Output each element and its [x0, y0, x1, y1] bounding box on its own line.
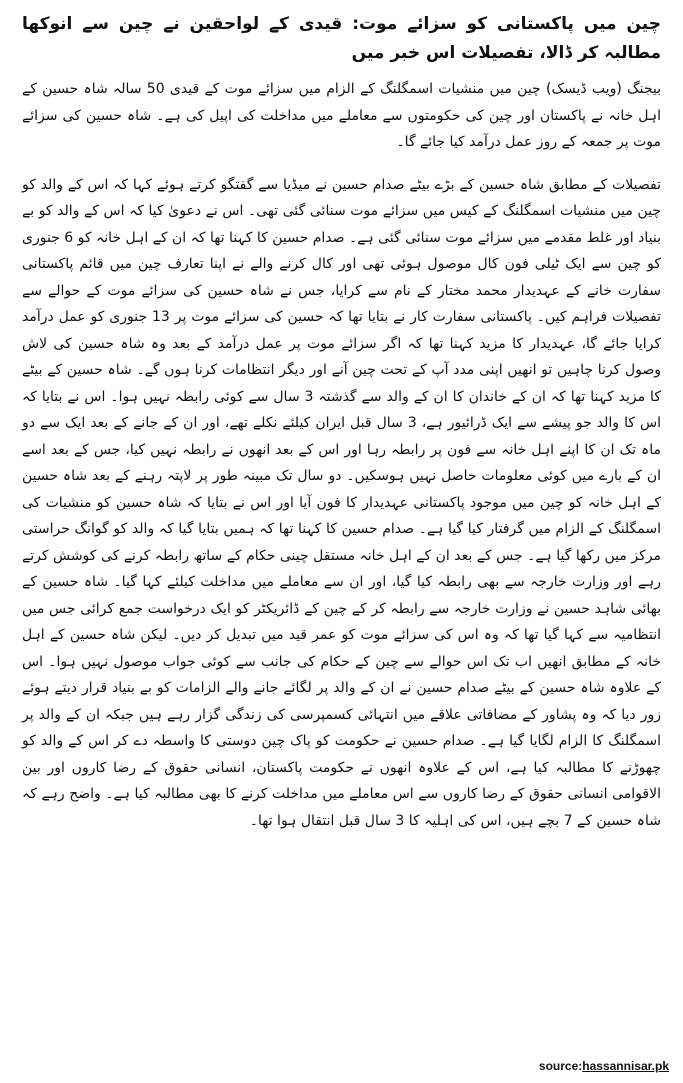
article-lead-paragraph: بیجنگ (ویب ڈیسک) چین میں منشیات اسمگلنگ کے الزام میں سزائے موت کے قیدی 50 سالہ شاہ حسین کے اہل خانہ نے پاکستان اور چین کی حکومتوں سے معاملے میں مداخلت کی اپیل کی ہے۔ شاہ حسین کی سزائے موت پر جمعہ کے روز عمل درآمد کیا جائے گا۔ [22, 81, 662, 150]
source-credit [539, 1059, 669, 1073]
source-site-link[interactable]: hassannisar.pk [582, 1059, 669, 1073]
source-prefix: source: [538, 1059, 583, 1073]
article-body-paragraph: تفصیلات کے مطابق شاہ حسین کے بڑے بیٹے صدام حسین نے میڈیا سے گفتگو کرتے ہوئے کہا کہ اس کے والد کو چین میں منشیات اسمگلنگ کے کیس میں سزائے موت سنائی گئی تھی۔ اس نے دعویٰ کیا کہ اس کے والد کو بے بنیاد اور غلط مقدمے میں سزائے موت سنائی گئی ہے۔ صدام حسین کا کہنا تھا کہ ان کے اہل خانہ کو 6 جنوری کو چین سے ایک ٹیلی فون کال موصول ہوئی تھی اور کال کرنے والے نے اپنا تعارف چین میں قائم پاکستانی سفارت خانے کے عہدیدار محمد مختار کے نام سے کرایا، جس نے شاہ حسین کی سزائے موت کے حوالے سے تفصیلات فراہم کیں۔ پاکستانی سفارت کار نے بتایا تھا کہ حسین کی سزائے موت پر 13 جنوری کو عمل درآمد کرایا جائے گا، عہدیدار کا مزید کہنا تھا کہ اگر سزائے موت پر عمل درآمد کے بعد وہ شاہ حسین کی لاش وصول کرنا چاہیں تو انھیں اپنی مدد آپ کے تحت چین آنے اور دیگر انتظامات کرنا ہوں گے۔ شاہ حسین کے بیٹے کا مزید کہنا تھا کہ ان کے خاندان کا ان کے والد سے گذشتہ 3 سال سے کوئی رابطہ نہیں ہوا۔ اس نے بتایا کہ اس کا والد جو پیشے سے ایک ڈرائیور ہے، 3 سال قبل ایران کیلئے نکلے تھے، اور ان کے جانے کے بعد ایک سے دو ماہ تک ان کا اپنے اہل خانہ سے فون پر رابطہ رہا اور اس کے بعد انھوں نے رابطہ نہیں کیا، جس کے بعد اسے ان کے بارے میں کوئی معلومات حاصل نہیں ہوسکیں۔ دو سال تک مبینہ طور پر لاپتہ رہنے کے بعد شاہ حسین کے اہل خانہ کو چین میں موجود پاکستانی عہدیدار کا فون آیا اور اس نے بتایا کہ شاہ حسین کو منشیات کی اسمگلنگ کے الزام میں گرفتار کیا گیا ہے۔ صدام حسین کا کہنا تھا کہ ہمیں بتایا گیا کہ والد کو گوانگ حراستی مرکز میں رکھا گیا ہے۔ جس کے بعد ان کے اہل خانہ مستقل چینی حکام کے ساتھ رابطہ کرنے کی کوشش کرتے رہے اور وزارت خارجہ سے بھی رابطہ کیا گیا، اور ان سے معاملے میں مداخلت کیلئے کہا گیا۔ شاہ حسین کے بھائی شاہد حسین نے وزارت خارجہ سے رابطہ کر کے چین کے ڈائریکٹر کو ایک درخواست جمع کرائی جس میں انتظامیہ سے کہا گیا تھا کہ وہ اس کی سزائے موت کو عمر قید میں تبدیل کر دیں۔ لیکن شاہ حسین کے اہل خانہ کے مطابق انھیں اب تک اس حوالے سے چین کے حکام کی جانب سے کوئی جواب موصول نہیں ہوا۔ اس کے علاوہ شاہ حسین کے بیٹے صدام حسین نے ان کے والد پر لگائے جانے والے الزامات کو بے بنیاد قرار دیتے ہوئے زور دیا کہ وہ پشاور کے مضافاتی علاقے میں انتہائی کسمپرسی کی زندگی گزار رہے ہیں جبکہ ان کے والد پر اسمگلنگ کا الزام لگایا گیا ہے۔ صدام حسین نے حکومت کو پاک چین دوستی کا واسطہ دے کر اس کے والد کو چھوڑنے کا مطالبہ کیا ہے، اس کے علاوہ انھوں نے حکومت پاکستان، انسانی حقوق کے رضا کاروں اور بین الاقوامی انسانی حقوق کے رضا کاروں سے اس معاملے میں مداخلت کرنے کا بھی مطالبہ کیا ہے۔ واضح رہے کہ شاہ حسین کے 7 بچے ہیں، اس کی اہلیہ کا 3 سال قبل انتقال ہوا تھا۔ [22, 176, 661, 829]
article-headline: چین میں پاکستانی کو سزائے موت: قیدی کے لواحقین نے چین سے انوکھا مطالبہ کر ڈالا، تفصیلات اس خبر میں [22, 14, 661, 63]
